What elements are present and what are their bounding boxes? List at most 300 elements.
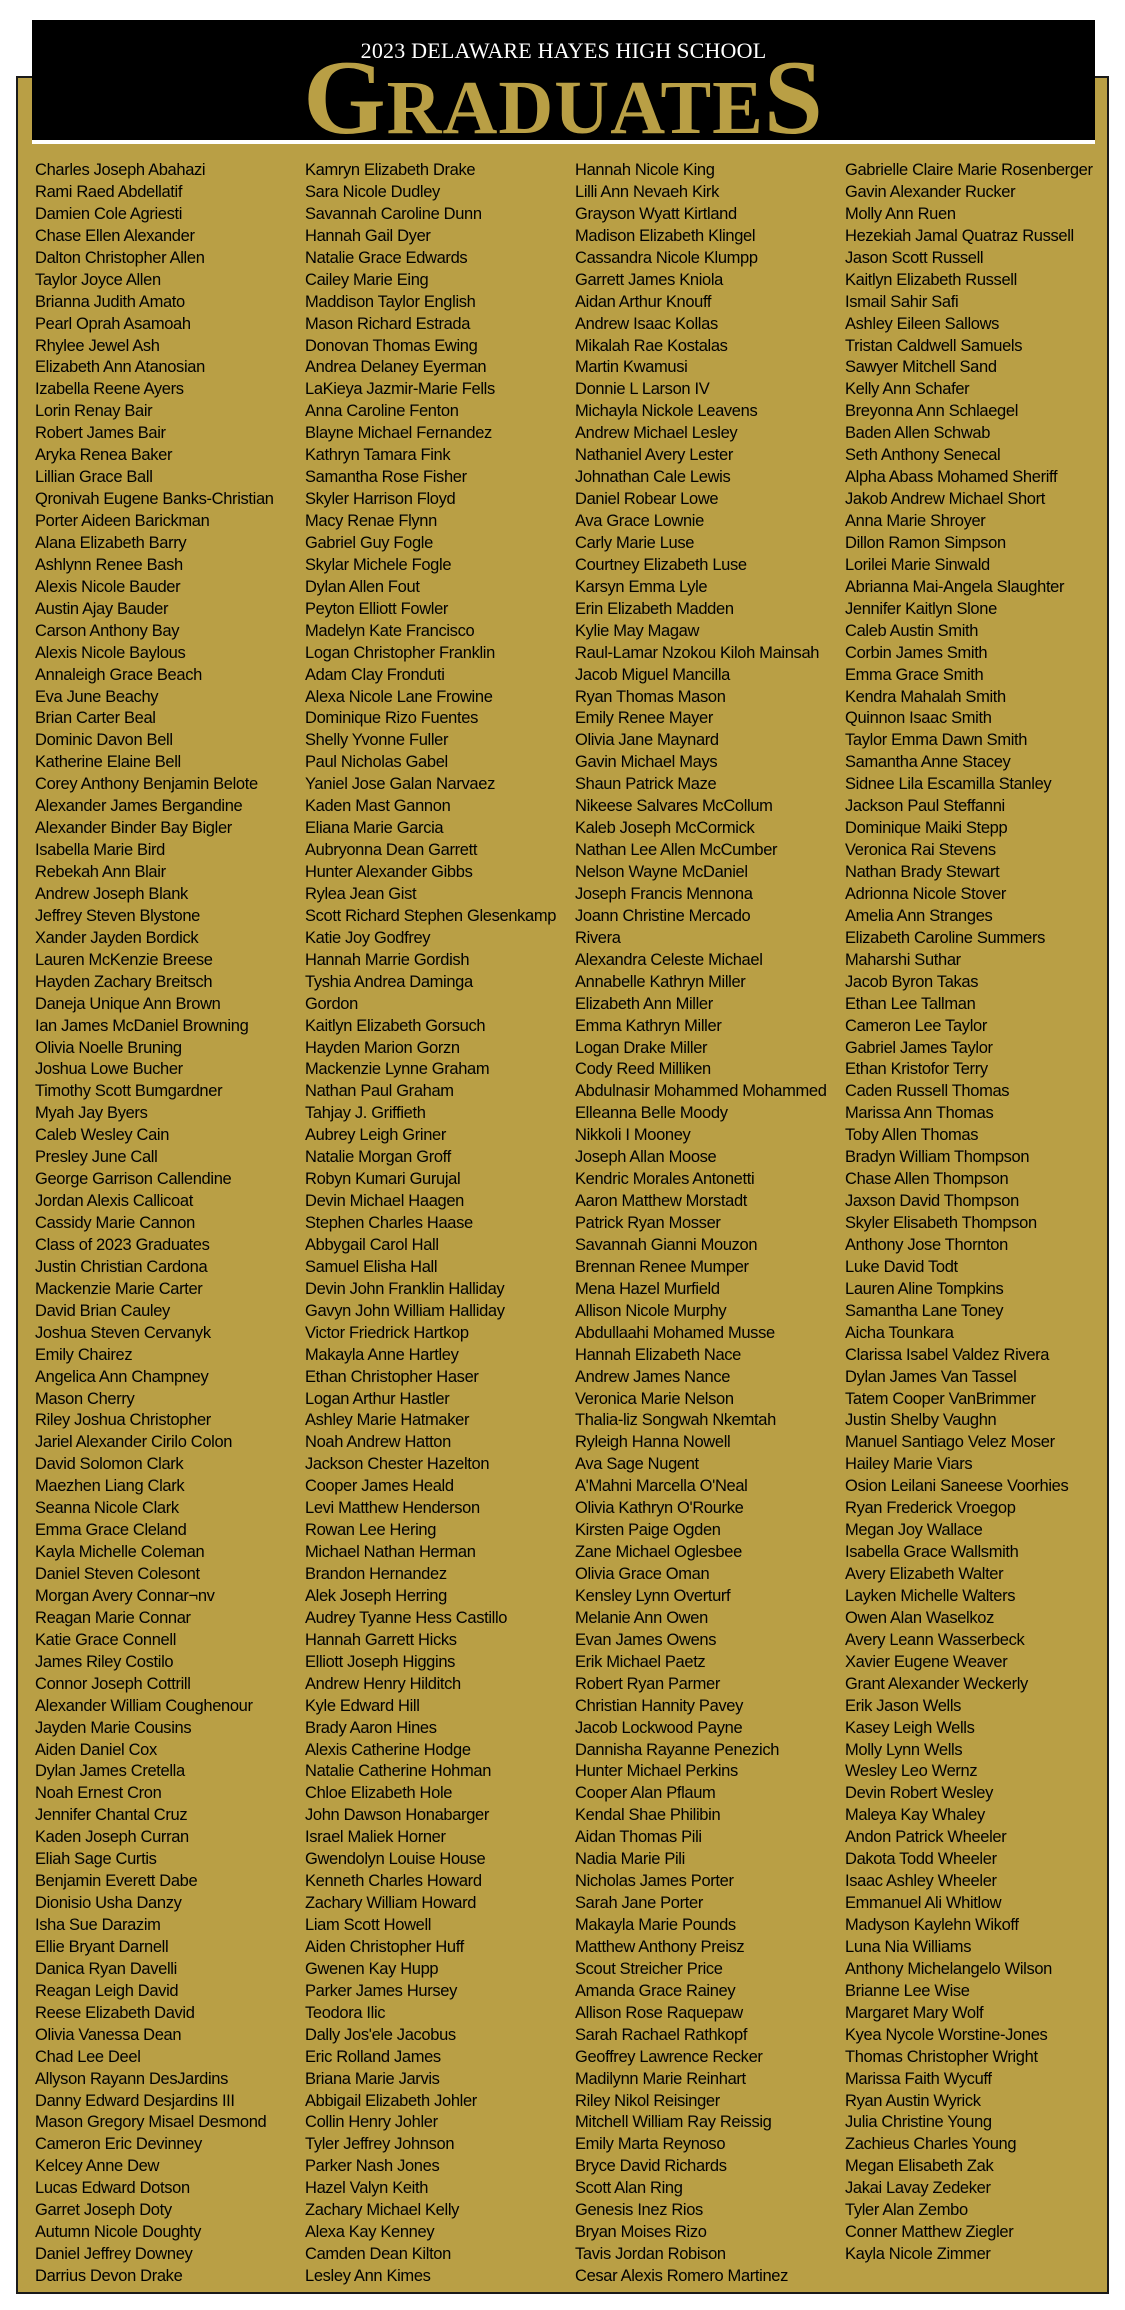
graduate-name: Nathan Brady Stewart [845,863,1000,881]
graduate-name: Xander Jayden Bordick [35,928,199,947]
graduate-name: Cooper James Heald [305,1477,454,1496]
graduate-name: Kyle Edward Hill [305,1696,420,1715]
graduate-name: Natalie Grace Edwards [305,248,468,267]
graduate-name: Erik Michael Paetz [575,1652,706,1671]
graduate-name: Jennifer Chantal Cruz [35,1806,188,1825]
graduate-name: Levi Matthew Henderson [305,1499,480,1518]
graduate-name: Kendric Morales Antonetti [575,1170,755,1189]
graduate-name: Logan Arthur Hastler [305,1389,450,1408]
graduate-name: Porter Aideen Barickman [35,512,210,530]
graduate-name: Alexis Catherine Hodge [305,1740,471,1759]
graduate-name: Dakota Todd Wheeler [845,1850,997,1869]
graduate-name: Kelcey Anne Dew [35,2157,160,2176]
graduate-name: Mackenzie Lynne Graham [305,1060,490,1079]
graduate-name: Chase Allen Thompson [845,1170,1009,1189]
graduate-name: Alexa Kay Kenney [305,2223,435,2242]
graduate-name: Israel Maliek Horner [305,1828,446,1847]
graduate-name: Ethan Christopher Haser [305,1367,479,1386]
graduate-name: Garret Joseph Doty [35,2201,172,2220]
title-initial: G [303,39,387,156]
graduate-name: Devin Michael Haagen [305,1192,465,1211]
graduate-name: Lesley Ann Kimes [305,2267,431,2285]
graduate-name: Amanda Grace Rainey [575,1981,736,2000]
graduate-name: Natalie Catherine Hohman [305,1762,492,1781]
graduate-name: Brianna Judith Amato [35,292,185,311]
graduate-name: Cody Reed Milliken [575,1060,711,1079]
graduate-name: Dominic Davon Bell [35,731,173,750]
graduate-name: Gabriel James Taylor [845,1038,993,1057]
graduate-name: Joshua Steven Cervanyk [35,1323,211,1342]
graduate-name: Dalton Christopher Allen [35,248,205,267]
graduate-name: Anna Marie Shroyer [845,512,986,530]
graduate-name: Isabella Grace Wallsmith [845,1543,1019,1562]
graduate-name: Pearl Oprah Asamoah [35,314,191,333]
graduate-name: Jacob Miguel Mancilla [575,665,730,684]
graduate-name: Olivia Vanessa Dean [35,2025,182,2044]
graduate-name: Olivia Noelle Bruning [35,1038,182,1057]
graduate-name: Baden Allen Schwab [845,424,991,443]
graduate-name: Christian Hannity Pavey [575,1696,744,1715]
graduate-name: Makayla Anne Hartley [305,1345,459,1364]
graduate-name: Robyn Kumari Gurujal [305,1170,461,1189]
graduate-name: Andrew James Nance [575,1367,731,1386]
graduate-name: Connor Joseph Cottrill [35,1674,191,1693]
graduate-name: Toby Allen Thomas [845,1126,979,1145]
graduate-name: Joseph Allan Moose [575,1148,717,1167]
graduate-name: Seanna Nicole Clark [35,1499,179,1518]
graduate-name: Reagan Leigh David [35,1981,179,2000]
graduate-name: Taylor Joyce Allen [35,270,161,289]
graduate-name: Maleya Kay Whaley [845,1806,985,1825]
graduate-name: Rebekah Ann Blair [35,863,166,881]
graduate-name: Alek Joseph Herring [305,1586,447,1605]
graduate-name: Collin Henry Johler [305,2113,438,2132]
graduate-name: Victor Friedrick Hartkop [305,1323,469,1342]
graduate-name: Darrius Devon Drake [35,2267,183,2285]
graduate-name: Zachary William Howard [305,1894,477,1913]
graduate-name: Molly Lynn Wells [845,1740,963,1759]
graduate-name: Kylie May Magaw [575,621,700,640]
graduate-name: Johnathan Cale Lewis [575,468,731,487]
graduate-name: Chloe Elizabeth Hole [305,1784,453,1803]
graduate-name: Samantha Rose Fisher [305,468,467,487]
graduate-name: Xavier Eugene Weaver [845,1652,1008,1671]
graduate-name: Jason Scott Russell [845,248,984,267]
graduate-name: Kamryn Elizabeth Drake [305,161,476,179]
graduate-name: Shaun Patrick Maze [575,775,717,794]
graduate-name: Isaac Ashley Wheeler [845,1872,997,1891]
graduate-name: Nathan Paul Graham [305,1082,454,1101]
header-banner [32,20,1095,156]
graduate-name: Devin Robert Wesley [845,1784,994,1803]
graduate-name: Ryan Frederick Vroegop [845,1499,1016,1518]
graduate-name: James Riley Costilo [35,1652,174,1671]
graduate-name: Aubrey Leigh Griner [305,1126,447,1145]
graduate-name: Genesis Inez Rios [575,2201,703,2220]
graduate-name: Parker James Hursey [305,1981,457,2000]
graduate-name: Thalia-liz Songwah Nkemtah [575,1411,776,1430]
graduate-name: Emma Grace Cleland [35,1521,187,1540]
graduate-name: Alexander William Coughenour [35,1696,253,1715]
graduate-name: Abdullaahi Mohamed Musse [575,1323,775,1342]
graduate-name: Riley Nikol Reisinger [575,2091,720,2110]
graduate-name: Jariel Alexander Cirilo Colon [35,1433,233,1452]
graduate-name: Caleb Austin Smith [845,621,979,640]
graduate-name: Tahjay J. Griffieth [305,1104,426,1123]
graduate-name: Quinnon Isaac Smith [845,709,992,728]
graduate-name: Geoffrey Lawrence Recker [575,2047,763,2066]
graduate-name: Andrew Isaac Kollas [575,314,718,333]
graduate-name: Avery Leann Wasserbeck [845,1630,1025,1649]
graduate-name: Aubryonna Dean Garrett [305,841,478,860]
graduate-name: Stephen Charles Haase [305,1214,473,1232]
graduate-name: Megan Elisabeth Zak [845,2157,994,2176]
graduate-name: Kaitlyn Elizabeth Russell [845,270,1017,289]
graduate-name: Aicha Tounkara [845,1323,954,1342]
graduate-name: Brian Carter Beal [35,709,156,728]
graduate-name: Gavin Alexander Rucker [845,182,1016,201]
graduate-name: Lorin Renay Bair [35,402,153,421]
graduate-name: Robert Ryan Parmer [575,1674,721,1693]
graduate-name: Wesley Leo Wernz [845,1762,978,1781]
graduate-name: Ryleigh Hanna Nowell [575,1433,731,1452]
graduate-name: Annaleigh Grace Beach [35,665,202,684]
graduate-name: Gwenen Kay Hupp [305,1959,439,1978]
graduate-name: Ryan Austin Wyrick [845,2091,981,2110]
graduate-name: Madyson Kaylehn Wikoff [845,1916,1019,1934]
graduate-name: Brennan Renee Mumper [575,1257,749,1276]
graduate-name: George Garrison Callendine [35,1170,232,1189]
graduate-name: Daneja Unique Ann Brown [35,994,221,1013]
graduate-name: Cameron Eric Devinney [35,2135,202,2154]
graduate-name: David Solomon Clark [35,1455,184,1474]
graduate-name: Kaden Joseph Curran [35,1828,189,1847]
graduate-name: Patrick Ryan Mosser [575,1214,721,1232]
name-column-3 [575,160,845,2288]
graduate-name: Ashley Marie Hatmaker [305,1411,470,1430]
graduate-name: Ava Sage Nugent [575,1455,699,1474]
graduate-name: Savannah Gianni Mouzon [575,1235,758,1254]
graduate-name: Reagan Marie Connar [35,1608,191,1627]
graduate-name: Kyea Nycole Worstine-Jones [845,2025,1048,2044]
graduate-name: Mason Richard Estrada [305,314,471,333]
graduate-name: Yaniel Jose Galan Narvaez [305,775,495,794]
graduate-name: Jayden Marie Cousins [35,1718,192,1737]
graduate-name: Ashley Eileen Sallows [845,314,1000,333]
graduate-name: Brianne Lee Wise [845,1981,970,2000]
graduate-name: Avery Elizabeth Walter [845,1565,1004,1583]
graduate-name: Riley Joshua Christopher [35,1411,211,1430]
name-column-2 [305,160,575,2288]
graduate-name: Mason Cherry [35,1389,135,1408]
graduate-name: David Brian Cauley [35,1301,170,1320]
graduate-name: Hunter Alexander Gibbs [305,863,473,881]
graduate-name: Jacob Lockwood Payne [575,1718,743,1737]
graduate-name: Alana Elizabeth Barry [35,533,187,552]
graduate-name: Andrew Henry Hilditch [305,1674,461,1693]
graduate-name: Andrew Joseph Blank [35,884,188,903]
graduate-name: Hannah Elizabeth Nace [575,1345,742,1364]
graduate-name: Justin Christian Cardona [35,1257,208,1276]
graduate-name: Charles Joseph Abahazi [35,161,206,179]
graduate-name: Sarah Jane Porter [575,1894,703,1913]
graduate-name: Hannah Garrett Hicks [305,1630,457,1649]
graduate-name: Maezhen Liang Clark [35,1477,185,1496]
graduate-name: Nadia Marie Pili [575,1850,685,1869]
graduate-name: Karsyn Emma Lyle [575,577,708,596]
graduate-name: Cassandra Nicole Klumpp [575,248,758,267]
graduate-name: Bradyn William Thompson [845,1148,1030,1167]
graduate-name: Ellie Bryant Darnell [35,1937,169,1956]
graduate-name: Rhylee Jewel Ash [35,336,160,355]
graduate-name: Maharshi Suthar [845,950,961,969]
graduate-name: Daniel Robear Lowe [575,490,719,509]
graduate-name: Luna Nia Williams [845,1937,972,1956]
graduate-name: Reese Elizabeth David [35,2003,195,2022]
graduate-name: Martin Kwamusi [575,358,688,377]
graduate-name: Anthony Jose Thornton [845,1235,1008,1254]
graduate-name: Cesar Alexis Romero Martinez [575,2267,789,2285]
graduate-name: Nicholas James Porter [575,1872,734,1891]
graduate-name: Megan Joy Wallace [845,1521,983,1540]
graduate-name: Emma Kathryn Miller [575,1016,722,1035]
graduate-name: Gavin Michael Mays [575,753,718,772]
graduate-name: Joann Christine Mercado [575,906,751,925]
graduate-name: Zachary Michael Kelly [305,2201,460,2220]
graduate-name: Kaleb Joseph McCormick [575,819,755,838]
graduate-name: Molly Ann Ruen [845,204,956,223]
graduate-name: Andon Patrick Wheeler [845,1828,1007,1847]
graduate-name: Margaret Mary Wolf [845,2003,984,2022]
graduate-name: Abrianna Mai-Angela Slaughter [845,577,1065,596]
graduate-name: Nathan Lee Allen McCumber [575,841,778,860]
graduate-name: Kayla Michelle Coleman [35,1543,205,1562]
graduate-name: Caden Russell Thomas [845,1082,1010,1101]
graduate-name: Angelica Ann Champney [35,1367,209,1386]
graduate-name: Scout Streicher Price [575,1959,723,1978]
graduate-name: Rowan Lee Hering [305,1521,437,1540]
graduate-name: Aidan Arthur Knouff [575,292,712,311]
graduate-name: Ava Grace Lownie [575,512,704,530]
graduate-name: Logan Christopher Franklin [305,643,495,662]
graduate-name: Raul-Lamar Nzokou Kiloh Mainsah [575,643,820,662]
graduate-name: Dannisha Rayanne Penezich [575,1740,780,1759]
graduate-name: Kaitlyn Elizabeth Gorsuch [305,1016,486,1035]
graduate-name: Elizabeth Caroline Summers [845,928,1045,947]
graduate-name: Elleanna Belle Moody [575,1104,728,1123]
graduate-name: Alpha Abass Mohamed Sheriff [845,468,1058,487]
graduate-name: Kelly Ann Schafer [845,380,970,399]
graduate-name: Owen Alan Waselkoz [845,1608,994,1627]
graduate-name: LaKieya Jazmir-Marie Fells [305,380,495,399]
graduate-name: Brandon Hernandez [305,1565,447,1583]
name-column-4 [845,160,1115,2266]
graduate-name: Dally Jos'ele Jacobus [305,2025,456,2044]
graduate-name: Allyson Rayann DesJardins [35,2069,229,2088]
graduate-name: Maddison Taylor English [305,292,476,311]
graduate-name: Scott Alan Ring [575,2179,683,2198]
graduate-name: Lauren Aline Tompkins [845,1279,1004,1298]
graduate-name: Benjamin Everett Dabe [35,1872,198,1891]
graduate-name: Madilynn Marie Reinhart [575,2069,746,2088]
graduate-name: Erin Elizabeth Madden [575,599,734,618]
graduate-name: Hannah Nicole King [575,161,715,179]
graduate-name: Isha Sue Darazim [35,1916,161,1934]
graduate-name: Logan Drake Miller [575,1038,708,1057]
graduate-name: Olivia Jane Maynard [575,731,719,750]
graduate-name: Tristan Caldwell Samuels [845,336,1023,355]
graduate-name: Skylar Michele Fogle [305,555,452,574]
graduate-name: Lilli Ann Nevaeh Kirk [575,182,719,201]
graduate-name: Ryan Thomas Mason [575,687,726,706]
graduate-name: Myah Jay Byers [35,1104,148,1123]
graduate-name: Veronica Rai Stevens [845,841,996,860]
graduate-name: Nikkoli I Mooney [575,1126,691,1145]
graduate-name: Layken Michelle Walters [845,1586,1016,1605]
graduate-name: Rylea Jean Gist [305,884,417,903]
graduate-name: Autumn Nicole Doughty [35,2223,201,2242]
graduate-name: Adrionna Nicole Stover [845,884,1007,903]
graduate-name: Noah Andrew Hatton [305,1433,451,1452]
graduate-name: Annabelle Kathryn Miller [575,972,746,991]
graduate-name: Rivera [575,928,621,947]
graduate-name: Izabella Reene Ayers [35,380,184,399]
graduate-name: Daniel Jeffrey Downey [35,2245,193,2264]
graduate-name: Liam Scott Howell [305,1916,432,1934]
graduate-name: Chase Ellen Alexander [35,226,195,245]
graduate-name: Qronivah Eugene Banks-Christian [35,490,274,509]
graduate-name: Jacob Byron Takas [845,972,979,991]
graduate-name: Noah Ernest Cron [35,1784,162,1803]
graduate-name: Emily Chairez [35,1345,133,1364]
header-subtitle: 2023 DELAWARE HAYES HIGH SCHOOL [360,38,767,63]
graduate-name: Samuel Elisha Hall [305,1257,438,1276]
graduate-name: Seth Anthony Senecal [845,446,1001,465]
graduate-name: Kaden Mast Gannon [305,797,451,816]
graduate-name: Aiden Daniel Cox [35,1740,157,1759]
graduate-name: Hannah Gail Dyer [305,226,431,245]
graduate-name: Courtney Elizabeth Luse [575,555,747,574]
graduate-name: Sidnee Lila Escamilla Stanley [845,775,1052,794]
graduate-name: Jennifer Kaitlyn Slone [845,599,997,618]
graduate-name: Alexa Nicole Lane Frowine [305,687,493,706]
graduate-name: Dylan James Van Tassel [845,1367,1017,1386]
graduate-name: Donovan Thomas Ewing [305,336,478,355]
graduate-name: Thomas Christopher Wright [845,2047,1038,2066]
graduate-name: Olivia Kathryn O'Rourke [575,1499,744,1518]
graduate-name: Anthony Michelangelo Wilson [845,1959,1052,1978]
graduate-name: Justin Shelby Vaughn [845,1411,997,1430]
graduate-name: Zane Michael Oglesbee [575,1543,742,1562]
graduate-name: Kathryn Tamara Fink [305,446,451,465]
graduate-name: Lucas Edward Dotson [35,2179,190,2198]
header-title [32,39,1095,156]
graduate-name: Kenneth Charles Howard [305,1872,482,1891]
graduate-name: Devin John Franklin Halliday [305,1279,505,1298]
graduate-name: Robert James Bair [35,424,166,443]
graduate-name: Cailey Marie Eing [305,270,429,289]
graduate-name: Bryce David Richards [575,2157,727,2176]
graduate-name: Rami Raed Abdellatif [35,182,183,201]
graduate-name: Evan James Owens [575,1630,717,1649]
graduate-name: Presley June Call [35,1148,158,1167]
graduate-name: Alexis Nicole Bauder [35,577,181,596]
graduate-name: Samantha Anne Stacey [845,753,1011,772]
graduate-name: Gordon [305,994,358,1013]
graduate-name: Hailey Marie Viars [845,1455,973,1474]
graduate-name: Abbygail Carol Hall [305,1235,439,1254]
graduate-name: Macy Renae Flynn [305,512,437,530]
graduate-name: Michael Nathan Herman [305,1543,476,1562]
graduate-name: Emmanuel Ali Whitlow [845,1894,1002,1913]
graduate-name: Luke David Todt [845,1257,958,1276]
graduate-name: Marissa Faith Wycuff [845,2069,992,2088]
graduate-name: Joseph Francis Mennona [575,884,753,903]
graduate-name: Zachieus Charles Young [845,2135,1017,2154]
graduate-name: Ismail Sahir Safi [845,292,959,311]
graduate-name: Madison Elizabeth Klingel [575,226,756,245]
graduate-name: Teodora Ilic [305,2003,386,2022]
graduate-name: Erik Jason Wells [845,1696,962,1715]
graduate-name: Nelson Wayne McDaniel [575,863,748,881]
graduate-name: Ethan Lee Tallman [845,994,976,1013]
graduate-name: Peyton Elliott Fowler [305,599,449,618]
graduate-name: Anna Caroline Fenton [305,402,459,421]
graduate-name: Hezekiah Jamal Quatraz Russell [845,226,1074,245]
graduate-name: Elliott Joseph Higgins [305,1652,456,1671]
graduate-name: Cooper Alan Pflaum [575,1784,716,1803]
graduate-name: Morgan Avery Connar¬nv [35,1586,215,1605]
graduate-name: Jackson Paul Steffanni [845,797,1005,816]
graduate-name: Caleb Wesley Cain [35,1126,170,1145]
graduate-name: Melanie Ann Owen [575,1608,708,1627]
graduate-name: Gabriel Guy Fogle [305,533,433,552]
graduate-name: Scott Richard Stephen Glesenkamp [305,906,557,925]
graduate-name: Isabella Marie Bird [35,841,165,860]
graduate-name: Matthew Anthony Preisz [575,1937,745,1956]
graduate-name: Tavis Jordan Robison [575,2245,726,2264]
graduate-name: Julia Christine Young [845,2113,992,2132]
graduate-name: Hayden Marion Gorzn [305,1038,460,1057]
graduate-name: Mason Gregory Misael Desmond [35,2113,267,2132]
graduate-name: Michayla Nickole Leavens [575,402,758,421]
graduate-name: Shelly Yvonne Fuller [305,731,449,750]
graduate-name: Osion Leilani Saneese Voorhies [845,1477,1069,1496]
graduate-name: Sawyer Mitchell Sand [845,358,997,377]
graduate-name: Eric Rolland James [305,2047,441,2066]
graduate-name: Danny Edward Desjardins III [35,2091,235,2110]
graduate-name: Nikeese Salvares McCollum [575,797,773,816]
graduate-name: Elizabeth Ann Miller [575,994,713,1013]
graduate-name: Veronica Marie Nelson [575,1389,734,1408]
graduate-name: Audrey Tyanne Hess Castillo [305,1608,508,1627]
graduate-name: Emma Grace Smith [845,665,984,684]
graduate-name: Abbigail Elizabeth Johler [305,2091,477,2110]
graduate-name: Ian James McDaniel Browning [35,1016,249,1035]
graduate-name: Olivia Grace Oman [575,1565,710,1583]
graduate-name: Grant Alexander Weckerly [845,1674,1028,1693]
graduate-name: Corbin James Smith [845,643,988,662]
graduate-name: Corey Anthony Benjamin Belote [35,775,258,794]
graduate-name: Hunter Michael Perkins [575,1762,738,1781]
graduate-name: Gwendolyn Louise House [305,1850,486,1869]
graduate-name: Katie Joy Godfrey [305,928,431,947]
graduate-name: Abdulnasir Mohammed Mohammed [575,1082,827,1101]
graduate-name: Garrett James Kniola [575,270,723,289]
graduate-name: Emily Renee Mayer [575,709,714,728]
graduate-name: Austin Ajay Bauder [35,599,169,618]
graduate-name: Tyler Alan Zembo [845,2201,968,2220]
